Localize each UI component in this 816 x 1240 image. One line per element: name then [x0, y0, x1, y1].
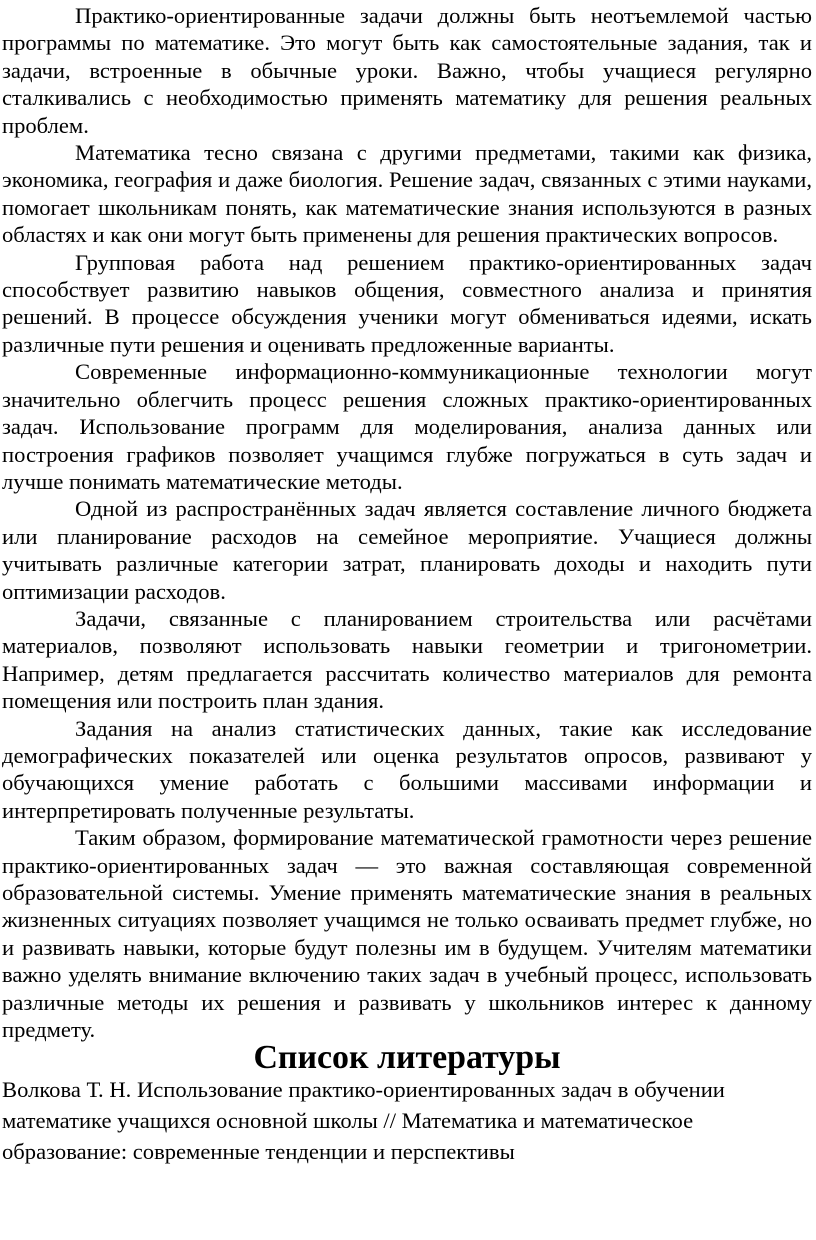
body-text	[2, 2, 812, 1043]
references-list	[2, 1072, 812, 1167]
paragraph-ict: Современные информационно-коммуникационные технологии могут значительно облегчить процесс решения сложных практико-ориентированных задач. Использование программ для моделирования, анализа данных или построения графиков позволяет учащимся глубже погружаться в суть задач и лучше понимать математические методы.	[2, 359, 812, 494]
paragraph-budget: Одной из распространённых задач является составление личного бюджета или планирование расходов на семейное мероприятие. Учащиеся должны учитывать различные категории затрат, планировать доходы и находить пути оптимизации расходов.	[2, 496, 812, 604]
paragraph-construction: Задачи, связанные с планированием строительства или расчётами материалов, позволяют использовать навыки геометрии и тригонометрии. Например, детям предлагается рассчитать количество материалов для ремонта помещения или построить план здания.	[2, 605, 812, 714]
references-heading: Список литературы	[253, 1039, 561, 1077]
paragraph-group-work: Групповая работа над решением практико-ориентированных задач способствует развитию навыков общения, совместного анализа и принятия решений. В процессе обсуждения ученики могут обмениваться идеями, искать различные пути решения и оценивать предложенные варианты.	[2, 249, 812, 357]
reference-entry: Волкова Т. Н. Использование практико-ориентированных задач в обучении математике учащихся основной школы // Математика и математическое образование: современные тенденции и перспективы	[2, 1077, 725, 1165]
paragraph-interdisciplinary: Математика тесно связана с другими предметами, такими как физика, экономика, география и даже биология. Решение задач, связанных с этими науками, помогает школьникам понять, как математические знания используются в разных областях и как они могут быть применены для решения практических вопросов.	[2, 140, 812, 248]
paragraph-conclusion: Таким образом, формирование математической грамотности через решение практико-ориентированных задач — это важная составляющая современной образовательной системы. Умение применять математические знания в реальных жизненных ситуациях позволяет учащимся не только осваивать предмет глубже, но и развивать навыки, которые будут полезны им в будущем. Учителям математики важно уделять внимание включению таких задач в учебный процесс, использовать различные методы их решения и развивать у школьников интерес к данному предмету.	[2, 825, 812, 1043]
paragraph-statistics: Задания на анализ статистических данных, такие как исследование демографических показателей или оценка результатов опросов, развивают у обучающихся умение работать с большими массивами информации и интерпретировать полученные результаты.	[2, 715, 812, 823]
paragraph-practice-tasks: Практико-ориентированные задачи должны быть неотъемлемой частью программы по математике. Это могут быть как самостоятельные задания, так и задачи, встроенные в обычные уроки. Важно, чтобы учащиеся регулярно сталкивались с необходимостью применять математику для решения реальных проблем.	[2, 3, 812, 138]
